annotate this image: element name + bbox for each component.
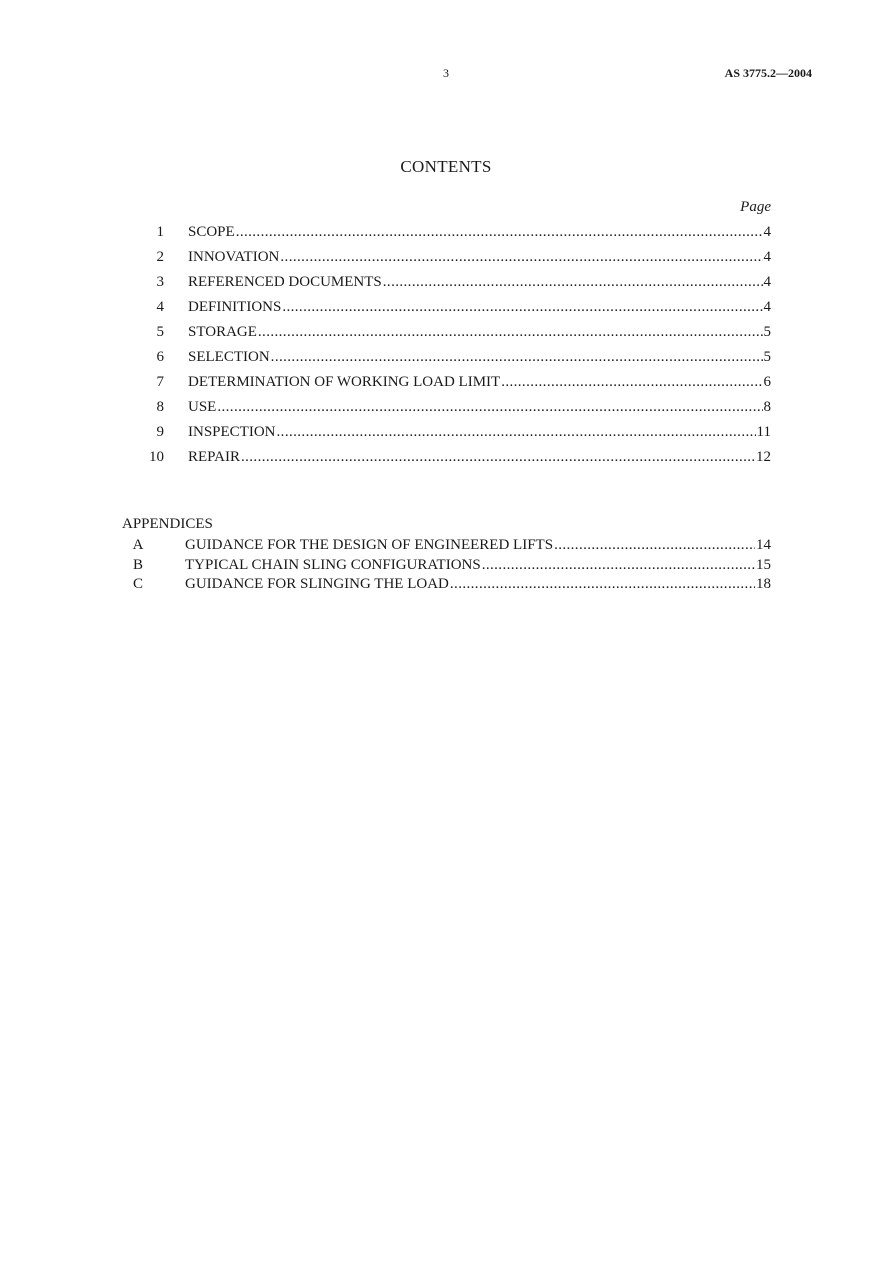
contents-item-referenced-documents[interactable] (120, 272, 771, 297)
dot-leader (217, 397, 762, 417)
contents-item-title: INNOVATION (188, 249, 280, 265)
appendix-item-c[interactable] (122, 575, 771, 595)
contents-item-number: 8 (156, 399, 164, 415)
contents-item-title: SCOPE (188, 224, 235, 240)
dot-leader (383, 272, 763, 292)
appendix-page: 14 (756, 537, 771, 553)
contents-item-page: 4 (763, 249, 771, 265)
contents-item-number: 1 (156, 224, 164, 240)
contents-item-number: 2 (156, 249, 164, 265)
contents-item-title: INSPECTION (188, 424, 276, 440)
contents-item-page: 4 (763, 274, 771, 290)
contents-item-number: 5 (156, 324, 164, 340)
dot-leader (482, 556, 755, 576)
contents-item-number: 10 (149, 449, 164, 465)
contents-item-number: 6 (156, 349, 164, 365)
contents-item-definitions[interactable] (120, 297, 771, 322)
contents-item-title: DEFINITIONS (188, 299, 282, 315)
dot-leader (450, 575, 755, 595)
appendix-page: 18 (756, 576, 771, 592)
document-id: AS 3775.2—2004 (724, 66, 812, 80)
page-number: 3 (443, 66, 449, 80)
contents-item-page: 11 (756, 424, 771, 440)
dot-leader (501, 372, 762, 392)
contents-item-number: 4 (156, 299, 164, 315)
contents-item-page: 12 (756, 449, 771, 465)
contents-item-page: 5 (763, 324, 771, 340)
appendix-item-b[interactable] (122, 556, 771, 576)
appendices-list (122, 536, 771, 595)
dot-leader (280, 247, 762, 267)
contents-item-repair[interactable] (120, 447, 771, 472)
contents-item-number: 7 (156, 374, 164, 390)
dot-leader (554, 536, 755, 556)
contents-item-title: USE (188, 399, 217, 415)
contents-item-working-load-limit[interactable] (120, 372, 771, 397)
dot-leader (258, 322, 763, 342)
appendix-letter: B (132, 556, 143, 573)
contents-item-page: 6 (763, 374, 771, 390)
contents-item-selection[interactable] (120, 347, 771, 372)
dot-leader (282, 297, 762, 317)
appendix-letter: A (132, 537, 144, 553)
contents-item-innovation[interactable] (120, 247, 771, 272)
contents-item-page: 5 (763, 349, 771, 365)
contents-list (120, 222, 771, 472)
contents-item-scope[interactable] (120, 222, 771, 247)
appendix-letter: C (132, 576, 143, 592)
dot-leader (236, 222, 763, 242)
contents-item-title: DETERMINATION OF WORKING LOAD LIMIT (188, 374, 501, 390)
contents-item-inspection[interactable] (120, 422, 771, 447)
contents-item-number: 9 (156, 424, 164, 440)
dot-leader (241, 447, 755, 467)
appendices-heading: APPENDICES (122, 516, 213, 532)
contents-item-title: STORAGE (188, 324, 257, 340)
contents-item-title: REFERENCED DOCUMENTS (188, 274, 382, 290)
contents-item-number: 3 (156, 274, 164, 290)
contents-item-use[interactable] (120, 397, 771, 422)
appendix-title: GUIDANCE FOR THE DESIGN OF ENGINEERED LIFTS (185, 537, 554, 553)
contents-item-page: 4 (763, 299, 771, 315)
appendix-page: 15 (756, 556, 771, 573)
contents-item-title: REPAIR (188, 449, 240, 465)
contents-item-title: SELECTION (188, 349, 270, 365)
contents-item-storage[interactable] (120, 322, 771, 347)
appendix-title: TYPICAL CHAIN SLING CONFIGURATIONS (185, 556, 481, 573)
appendix-title: GUIDANCE FOR SLINGING THE LOAD (185, 576, 449, 592)
dot-leader (277, 422, 756, 442)
page-column-label: Page (740, 199, 771, 215)
dot-leader (271, 347, 763, 367)
contents-item-page: 4 (763, 224, 771, 240)
contents-item-page: 8 (763, 399, 771, 415)
appendix-item-a[interactable] (122, 536, 771, 556)
contents-title: CONTENTS (400, 157, 492, 176)
